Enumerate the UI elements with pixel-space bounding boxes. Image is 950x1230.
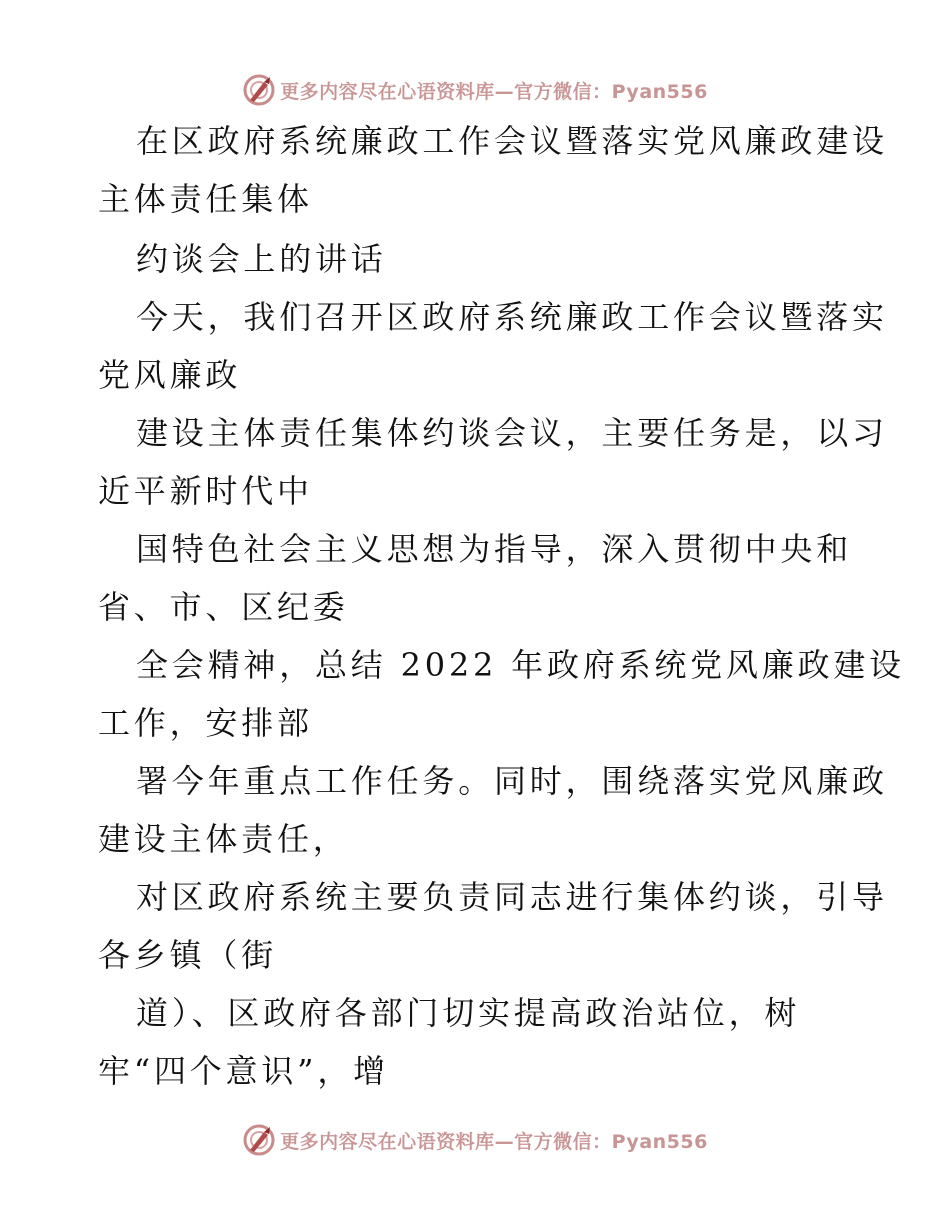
text-line: 建设主体责任，: [98, 820, 349, 858]
text-line: 道）、区政府各部门切实提高政治站位，树: [136, 994, 801, 1032]
text-line: 全会精神，总结 2022 年政府系统党风廉政建设: [136, 646, 905, 684]
quill-logo-icon: [242, 1123, 276, 1157]
text-line: 对区政府系统主要负责同志进行集体约谈，引导: [136, 878, 888, 916]
header-watermark-text: 更多内容尽在心语资料库—官方微信：Pyan556: [280, 80, 708, 103]
text-line: 今天，我们召开区政府系统廉政工作会议暨落实: [136, 298, 888, 336]
text-line: 各乡镇（街: [98, 936, 278, 974]
header-watermark-banner: [0, 70, 950, 110]
text-line: 近平新时代中: [98, 472, 313, 510]
footer-watermark-text: 更多内容尽在心语资料库—官方微信：Pyan556: [280, 1130, 708, 1153]
text-line: 省、市、区纪委: [98, 588, 349, 626]
text-line: 国特色社会主义思想为指导，深入贯彻中央和: [136, 530, 853, 568]
text-line: 约谈会上的讲话: [136, 240, 387, 278]
text-line: 牢“四个意识”，增: [98, 1052, 389, 1090]
text-line: 在区政府系统廉政工作会议暨落实党风廉政建设: [136, 122, 888, 160]
footer-watermark-banner: [0, 1120, 950, 1160]
text-line: 主体责任集体: [98, 180, 313, 218]
text-line: 党风廉政: [98, 356, 242, 394]
text-line: 建设主体责任集体约谈会议，主要任务是，以习: [136, 414, 888, 452]
text-line: 工作，安排部: [98, 704, 313, 742]
text-line: 署今年重点工作任务。同时，围绕落实党风廉政: [136, 762, 888, 800]
quill-logo-icon: [242, 73, 276, 107]
